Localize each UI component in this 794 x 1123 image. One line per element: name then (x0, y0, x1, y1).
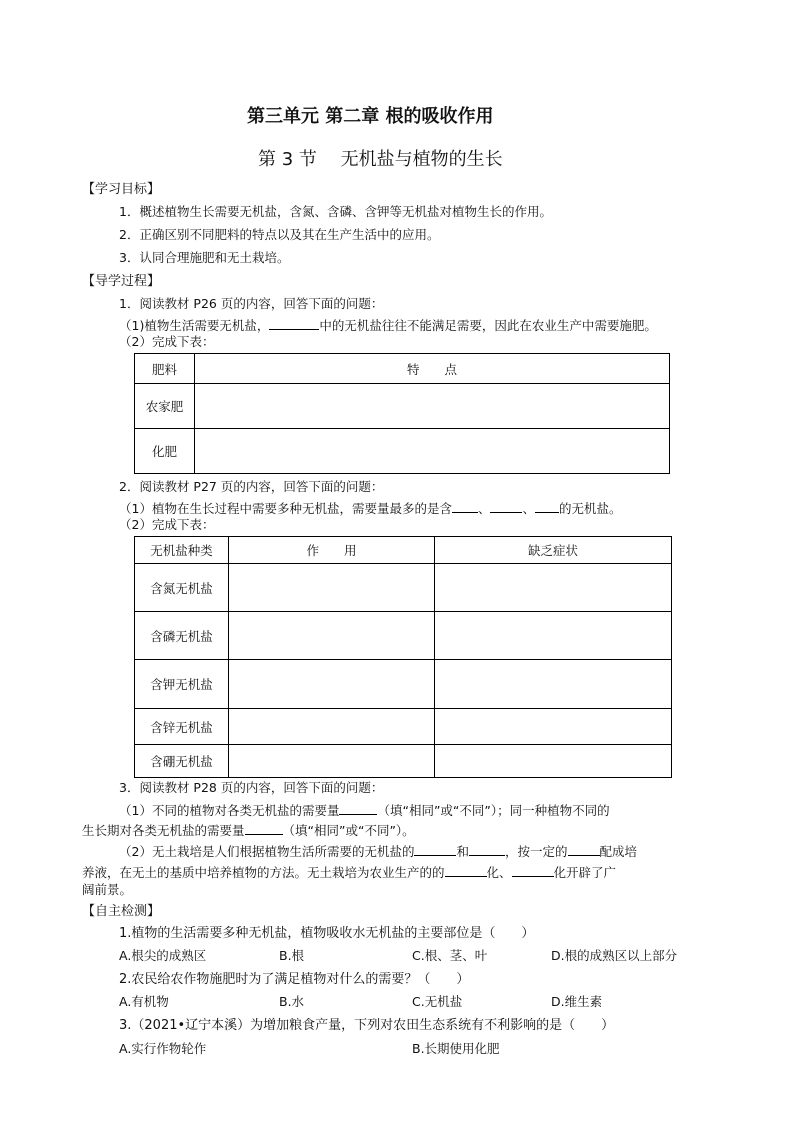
table-header: 肥料 (135, 354, 195, 384)
answer-blank[interactable] (414, 843, 456, 856)
table-answer-cell[interactable] (435, 660, 672, 709)
objective-item: 3．认同合理施肥和无土栽培。 (119, 250, 290, 265)
question-2: 2.农民给农作物施肥时为了满足植物对什么的需要？（ ） (119, 972, 470, 987)
table-row-label: 含氮无机盐 (135, 564, 229, 612)
table-answer-cell[interactable] (229, 709, 435, 745)
q1-option-b[interactable]: B.根 (279, 948, 305, 963)
part2-question1 (119, 500, 622, 516)
table-row-label: 含磷无机盐 (135, 612, 229, 660)
table-answer-cell[interactable] (229, 660, 435, 709)
table-answer-cell[interactable] (195, 429, 670, 474)
separator: 、 (522, 501, 535, 516)
answer-blank[interactable] (469, 843, 505, 856)
table-row-label: 化肥 (135, 429, 195, 474)
table-answer-cell[interactable] (435, 564, 672, 612)
table-answer-cell[interactable] (229, 564, 435, 612)
answer-blank[interactable] (339, 802, 377, 815)
q3-option-a[interactable]: A.实行作物轮作 (119, 1041, 207, 1056)
text-run: 配成培 (599, 844, 638, 859)
part3-para1-line1 (119, 802, 610, 818)
table-answer-cell[interactable] (229, 745, 435, 778)
mineral-salt-table (134, 536, 672, 778)
q2-option-d[interactable]: D.维生素 (551, 994, 603, 1009)
text-run: （2）无土栽培是人们根据植物生活所需要的无机盐的 (119, 844, 415, 859)
part3-intro: 3．阅读教材 P28 页的内容，回答下面的问题： (119, 780, 384, 795)
part2-q1-end: 的无机盐。 (559, 501, 622, 516)
process-heading: 【导学过程】 (82, 274, 161, 289)
answer-blank[interactable] (512, 864, 554, 877)
table-header: 无机盐种类 (135, 537, 229, 564)
table-answer-cell[interactable] (229, 612, 435, 660)
table-answer-cell[interactable] (435, 612, 672, 660)
selfcheck-heading: 【自主检测】 (82, 904, 161, 919)
q2-option-c[interactable]: C.无机盐 (412, 994, 463, 1009)
objectives-heading: 【学习目标】 (82, 182, 161, 197)
objective-item: 1．概述植物生长需要无机盐，含氮、含磷、含钾等无机盐对植物生长的作用。 (119, 204, 552, 219)
text-run: 化、 (486, 865, 512, 880)
q1-option-a[interactable]: A.根尖的成熟区 (119, 948, 207, 963)
part1-intro: 1．阅读教材 P26 页的内容，回答下面的问题： (119, 296, 384, 311)
answer-blank[interactable] (535, 500, 559, 513)
answer-blank[interactable] (568, 843, 600, 856)
answer-blank[interactable] (490, 500, 522, 513)
part1-question1 (119, 317, 657, 333)
text-run: 生长期对各类无机盐的需要量 (82, 823, 245, 838)
q2-option-b[interactable]: B.水 (279, 994, 305, 1009)
separator: 、 (477, 501, 491, 516)
text-run: 化开辟了广 (553, 865, 617, 880)
part3-para1-line2 (82, 822, 415, 838)
table-header: 缺乏症状 (435, 537, 672, 564)
question-3: 3.（2021•辽宁本溪）为增加粮食产量，下列对农田生态系统有不利影响的是（ ） (119, 1018, 615, 1033)
table-row-label: 含钾无机盐 (135, 660, 229, 709)
q3-option-b[interactable]: B.长期使用化肥 (412, 1041, 500, 1056)
q1-option-c[interactable]: C.根、茎、叶 (412, 948, 488, 963)
question-1: 1.植物的生活需要多种无机盐，植物吸收水无机盐的主要部位是（ ） (119, 926, 535, 941)
q2-option-a[interactable]: A.有机物 (119, 994, 169, 1009)
text-run: （填“相同”或“不同”）。 (282, 823, 415, 838)
objective-item: 2．正确区别不同肥料的特点以及其在生产生活中的应用。 (119, 227, 440, 242)
text-run: （填“相同”或“不同”）；同一种植物不同的 (377, 803, 610, 818)
part1-question2: （2）完成下表： (119, 334, 215, 349)
text-run: 养液，在无土的基质中培养植物的方法。无土栽培为农业生产的的 (82, 865, 445, 880)
text-run: 和 (456, 844, 469, 859)
text-run: ，按一定的 (504, 844, 568, 859)
answer-blank[interactable] (245, 822, 283, 835)
table-row-label: 含硼无机盐 (135, 745, 229, 778)
part3-para2-line2 (82, 864, 616, 880)
part2-intro: 2．阅读教材 P27 页的内容，回答下面的问题： (119, 479, 384, 494)
table-answer-cell[interactable] (435, 709, 672, 745)
table-answer-cell[interactable] (435, 745, 672, 778)
part2-q1-start: （1）植物在生长过程中需要多种无机盐，需要量最多的是含 (119, 501, 452, 516)
q1-option-d[interactable]: D.根的成熟区以上部分 (551, 948, 678, 963)
answer-blank[interactable] (445, 864, 487, 877)
table-answer-cell[interactable] (195, 384, 670, 429)
table-row-label: 含锌无机盐 (135, 709, 229, 745)
part3-para2-line1 (119, 843, 637, 859)
answer-blank[interactable] (269, 317, 319, 330)
table-header: 作 用 (229, 537, 435, 564)
text-run: （1）不同的植物对各类无机盐的需要量 (119, 803, 340, 818)
part1-q1-after: 中的无机盐往往不能满足需要，因此在农业生产中需要施肥。 (319, 318, 657, 333)
section-subtitle: 第 3 节 无机盐与植物的生长 (258, 149, 503, 170)
fertilizer-table (134, 353, 670, 474)
part3-para2-line3: 阔前景。 (82, 882, 133, 897)
table-row-label: 农家肥 (135, 384, 195, 429)
part1-q1-before: （1)植物生活需要无机盐， (119, 318, 270, 333)
part2-question2: （2）完成下表： (119, 517, 215, 532)
page-title: 第三单元 第二章 根的吸收作用 (247, 106, 494, 127)
table-header: 特 点 (195, 354, 670, 384)
answer-blank[interactable] (452, 500, 478, 513)
